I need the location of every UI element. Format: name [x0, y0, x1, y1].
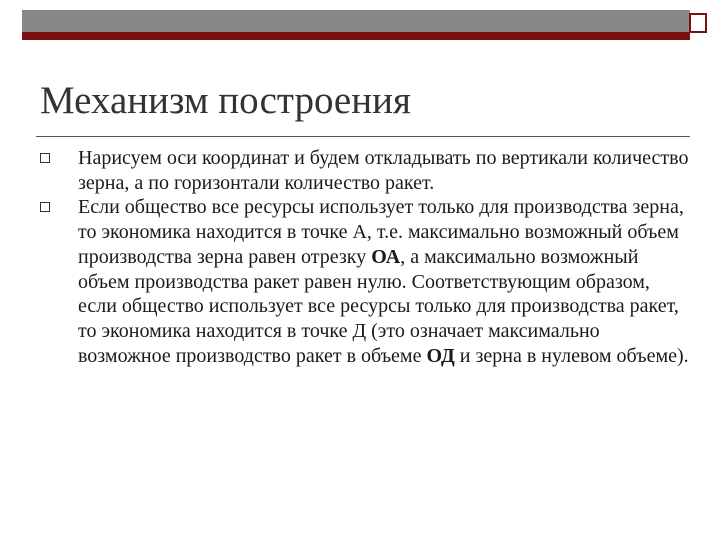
bullet-item [40, 146, 690, 195]
segment-od: ОД [426, 344, 455, 367]
accent-line [22, 32, 690, 40]
title-divider [36, 136, 690, 137]
bullet-text: Нарисуем оси координат и будем откладывать по вертикали количество зерна, а по горизонтали количество ракет. [78, 147, 689, 194]
hollow-square-bullet-icon [40, 202, 50, 212]
corner-square-decoration [689, 13, 707, 33]
bullet-text-part: и зерна в нулевом объеме). [454, 344, 689, 367]
slide-title: Механизм построения [40, 79, 411, 122]
top-band [22, 10, 690, 32]
bullet-item [40, 195, 690, 368]
hollow-square-bullet-icon [40, 153, 50, 163]
bullet-text-part: Если общество все ресурсы использует только для производства зерна, то экономика находится в точке А, т.е. максимально возможный объем производства зерна равен отрезку [78, 196, 684, 268]
bullet-text-part: , а максимально возможный объем производства ракет равен нулю. Соответствующим образом, если общество использует все ресурсы только для производства ракет, то экономика находится в точке Д (это означает максимально возможное производство ракет в объеме [78, 245, 679, 367]
segment-oa: ОА [371, 245, 401, 268]
bullet-list [40, 146, 690, 368]
